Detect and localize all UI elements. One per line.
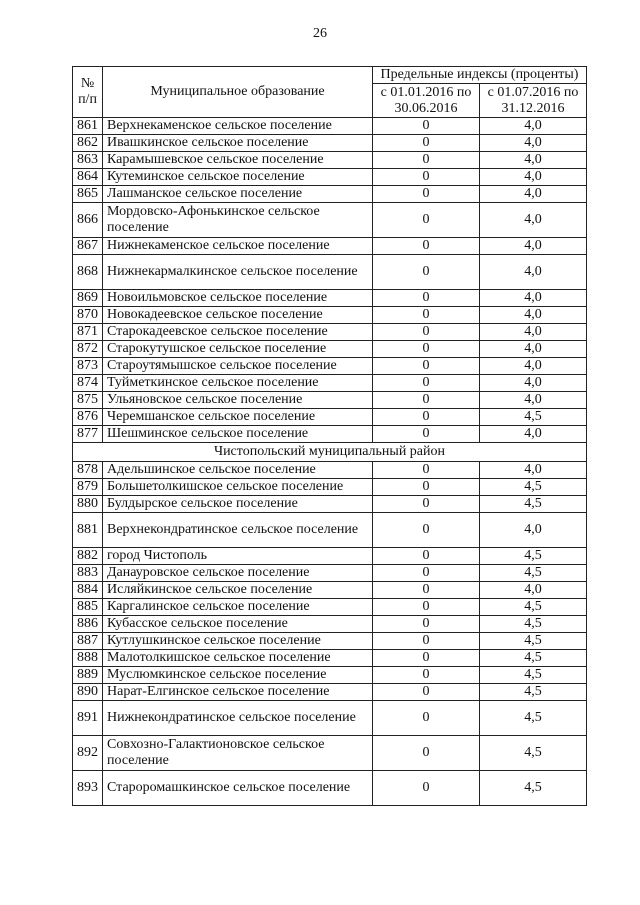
- row-name: Данауровское сельское поселение: [103, 565, 373, 582]
- header-period-2: с 01.07.2016 по 31.12.2016: [480, 84, 587, 118]
- row-value-period-1: 0: [373, 736, 480, 771]
- row-number: 861: [73, 118, 103, 135]
- row-name: Верхнекаменское сельское поселение: [103, 118, 373, 135]
- row-value-period-2: 4,5: [480, 633, 587, 650]
- table-row: [73, 684, 587, 701]
- row-value-period-2: 4,0: [480, 169, 587, 186]
- row-number: 892: [73, 736, 103, 771]
- row-value-period-1: 0: [373, 548, 480, 565]
- row-name: Исляйкинское сельское поселение: [103, 582, 373, 599]
- row-value-period-2: 4,5: [480, 736, 587, 771]
- row-value-period-1: 0: [373, 152, 480, 169]
- row-number: 866: [73, 203, 103, 238]
- row-value-period-1: 0: [373, 255, 480, 290]
- row-number: 869: [73, 290, 103, 307]
- row-value-period-2: 4,5: [480, 771, 587, 806]
- row-number: 867: [73, 238, 103, 255]
- table-row: [73, 255, 587, 290]
- table-row: [73, 409, 587, 426]
- row-number: 878: [73, 462, 103, 479]
- table-row: [73, 479, 587, 496]
- section-row: [73, 443, 587, 462]
- row-name: Новокадеевское сельское поселение: [103, 307, 373, 324]
- row-name: Кутеминское сельское поселение: [103, 169, 373, 186]
- table-row: [73, 186, 587, 203]
- row-number: 868: [73, 255, 103, 290]
- row-value-period-2: 4,5: [480, 701, 587, 736]
- row-value-period-2: 4,0: [480, 358, 587, 375]
- row-number: 884: [73, 582, 103, 599]
- row-name: Большетолкишское сельское поселение: [103, 479, 373, 496]
- row-number: 865: [73, 186, 103, 203]
- table-row: [73, 513, 587, 548]
- row-value-period-1: 0: [373, 238, 480, 255]
- row-name: Булдырское сельское поселение: [103, 496, 373, 513]
- row-number: 872: [73, 341, 103, 358]
- row-value-period-2: 4,5: [480, 496, 587, 513]
- table-row: [73, 135, 587, 152]
- table-row: [73, 324, 587, 341]
- row-name: Староромашкинское сельское поселение: [103, 771, 373, 806]
- row-name: Малотолкишское сельское поселение: [103, 650, 373, 667]
- row-number: 887: [73, 633, 103, 650]
- row-value-period-1: 0: [373, 684, 480, 701]
- row-number: 888: [73, 650, 103, 667]
- row-name: Мордовско-Афонькинское сельское поселение: [103, 203, 373, 238]
- row-value-period-2: 4,0: [480, 307, 587, 324]
- row-name: Старокадеевское сельское поселение: [103, 324, 373, 341]
- row-value-period-1: 0: [373, 667, 480, 684]
- row-value-period-1: 0: [373, 118, 480, 135]
- header-group: Предельные индексы (проценты): [373, 67, 587, 84]
- row-name: Адельшинское сельское поселение: [103, 462, 373, 479]
- table-row: [73, 238, 587, 255]
- row-name: Совхозно-Галактионовское сельское поселение: [103, 736, 373, 771]
- row-value-period-1: 0: [373, 771, 480, 806]
- row-name: Черемшанское сельское поселение: [103, 409, 373, 426]
- row-number: 891: [73, 701, 103, 736]
- row-value-period-1: 0: [373, 650, 480, 667]
- row-value-period-2: 4,0: [480, 152, 587, 169]
- row-value-period-1: 0: [373, 135, 480, 152]
- row-value-period-2: 4,5: [480, 548, 587, 565]
- row-value-period-1: 0: [373, 324, 480, 341]
- row-name: Шешминское сельское поселение: [103, 426, 373, 443]
- row-value-period-2: 4,0: [480, 392, 587, 409]
- table-row: [73, 358, 587, 375]
- row-value-period-1: 0: [373, 701, 480, 736]
- row-name: Туйметкинское сельское поселение: [103, 375, 373, 392]
- table-row: [73, 667, 587, 684]
- row-number: 873: [73, 358, 103, 375]
- row-number: 871: [73, 324, 103, 341]
- row-value-period-1: 0: [373, 358, 480, 375]
- row-number: 876: [73, 409, 103, 426]
- row-name: Нижнекармалкинское сельское поселение: [103, 255, 373, 290]
- row-number: 875: [73, 392, 103, 409]
- table-row: [73, 616, 587, 633]
- row-name: Лашманское сельское поселение: [103, 186, 373, 203]
- row-value-period-2: 4,0: [480, 118, 587, 135]
- row-value-period-1: 0: [373, 479, 480, 496]
- table-row: [73, 599, 587, 616]
- table-row: [73, 771, 587, 806]
- row-value-period-2: 4,5: [480, 565, 587, 582]
- row-value-period-2: 4,0: [480, 290, 587, 307]
- row-value-period-2: 4,0: [480, 324, 587, 341]
- table-row: [73, 633, 587, 650]
- row-value-period-1: 0: [373, 462, 480, 479]
- page-number: 26: [313, 26, 327, 41]
- row-value-period-1: 0: [373, 392, 480, 409]
- row-value-period-2: 4,0: [480, 462, 587, 479]
- row-value-period-1: 0: [373, 582, 480, 599]
- table-row: [73, 169, 587, 186]
- row-value-period-1: 0: [373, 203, 480, 238]
- row-value-period-1: 0: [373, 426, 480, 443]
- row-value-period-1: 0: [373, 186, 480, 203]
- row-name: Ульяновское сельское поселение: [103, 392, 373, 409]
- row-name: Нарат-Елгинское сельское поселение: [103, 684, 373, 701]
- table-row: [73, 565, 587, 582]
- header-name: Муниципальное образование: [103, 67, 373, 118]
- row-name: Верхнекондратинское сельское поселение: [103, 513, 373, 548]
- row-value-period-2: 4,0: [480, 203, 587, 238]
- table-row: [73, 392, 587, 409]
- row-value-period-2: 4,5: [480, 616, 587, 633]
- row-value-period-1: 0: [373, 565, 480, 582]
- row-value-period-1: 0: [373, 409, 480, 426]
- row-value-period-2: 4,0: [480, 255, 587, 290]
- table-row: [73, 582, 587, 599]
- row-value-period-1: 0: [373, 496, 480, 513]
- table-row: [73, 375, 587, 392]
- row-value-period-1: 0: [373, 599, 480, 616]
- row-name: Ивашкинское сельское поселение: [103, 135, 373, 152]
- table-row: [73, 462, 587, 479]
- row-value-period-1: 0: [373, 616, 480, 633]
- table-row: [73, 548, 587, 565]
- row-number: 862: [73, 135, 103, 152]
- row-number: 889: [73, 667, 103, 684]
- row-number: 874: [73, 375, 103, 392]
- row-value-period-1: 0: [373, 169, 480, 186]
- row-value-period-2: 4,5: [480, 650, 587, 667]
- table-row: [73, 152, 587, 169]
- row-name: Нижнекаменское сельское поселение: [103, 238, 373, 255]
- row-value-period-2: 4,0: [480, 375, 587, 392]
- row-number: 882: [73, 548, 103, 565]
- row-number: 870: [73, 307, 103, 324]
- section-title: Чистопольский муниципальный район: [73, 443, 587, 462]
- header-period-1: с 01.01.2016 по 30.06.2016: [373, 84, 480, 118]
- header-num: № п/п: [73, 67, 103, 118]
- row-value-period-2: 4,5: [480, 409, 587, 426]
- row-name: Староутямышское сельское поселение: [103, 358, 373, 375]
- row-number: 893: [73, 771, 103, 806]
- table-row: [73, 736, 587, 771]
- row-number: 864: [73, 169, 103, 186]
- table-row: [73, 290, 587, 307]
- row-name: город Чистополь: [103, 548, 373, 565]
- row-number: 885: [73, 599, 103, 616]
- row-number: 883: [73, 565, 103, 582]
- table-row: [73, 307, 587, 324]
- row-name: Муслюмкинское сельское поселение: [103, 667, 373, 684]
- row-value-period-2: 4,5: [480, 667, 587, 684]
- row-number: 890: [73, 684, 103, 701]
- row-value-period-2: 4,0: [480, 582, 587, 599]
- row-number: 863: [73, 152, 103, 169]
- row-value-period-2: 4,0: [480, 135, 587, 152]
- row-name: Кубасское сельское поселение: [103, 616, 373, 633]
- table-header: [73, 67, 587, 118]
- row-number: 886: [73, 616, 103, 633]
- row-value-period-2: 4,5: [480, 684, 587, 701]
- table-row: [73, 650, 587, 667]
- row-value-period-2: 4,0: [480, 238, 587, 255]
- table-row: [73, 701, 587, 736]
- row-value-period-1: 0: [373, 375, 480, 392]
- table-row: [73, 203, 587, 238]
- row-value-period-2: 4,0: [480, 341, 587, 358]
- table-row: [73, 118, 587, 135]
- row-name: Карамышевское сельское поселение: [103, 152, 373, 169]
- row-value-period-1: 0: [373, 290, 480, 307]
- row-value-period-1: 0: [373, 513, 480, 548]
- row-name: Каргалинское сельское поселение: [103, 599, 373, 616]
- row-value-period-1: 0: [373, 341, 480, 358]
- table-body: [73, 118, 587, 806]
- table-row: [73, 496, 587, 513]
- row-number: 877: [73, 426, 103, 443]
- row-number: 879: [73, 479, 103, 496]
- row-name: Кутлушкинское сельское поселение: [103, 633, 373, 650]
- row-name: Старокутушское сельское поселение: [103, 341, 373, 358]
- row-number: 880: [73, 496, 103, 513]
- row-value-period-2: 4,0: [480, 186, 587, 203]
- row-number: 881: [73, 513, 103, 548]
- table-row: [73, 341, 587, 358]
- row-value-period-1: 0: [373, 307, 480, 324]
- row-value-period-1: 0: [373, 633, 480, 650]
- row-value-period-2: 4,0: [480, 513, 587, 548]
- row-value-period-2: 4,0: [480, 426, 587, 443]
- row-value-period-2: 4,5: [480, 479, 587, 496]
- row-name: Новоильмовское сельское поселение: [103, 290, 373, 307]
- row-name: Нижнекондратинское сельское поселение: [103, 701, 373, 736]
- table-row: [73, 426, 587, 443]
- indices-table: [72, 66, 587, 806]
- row-value-period-2: 4,5: [480, 599, 587, 616]
